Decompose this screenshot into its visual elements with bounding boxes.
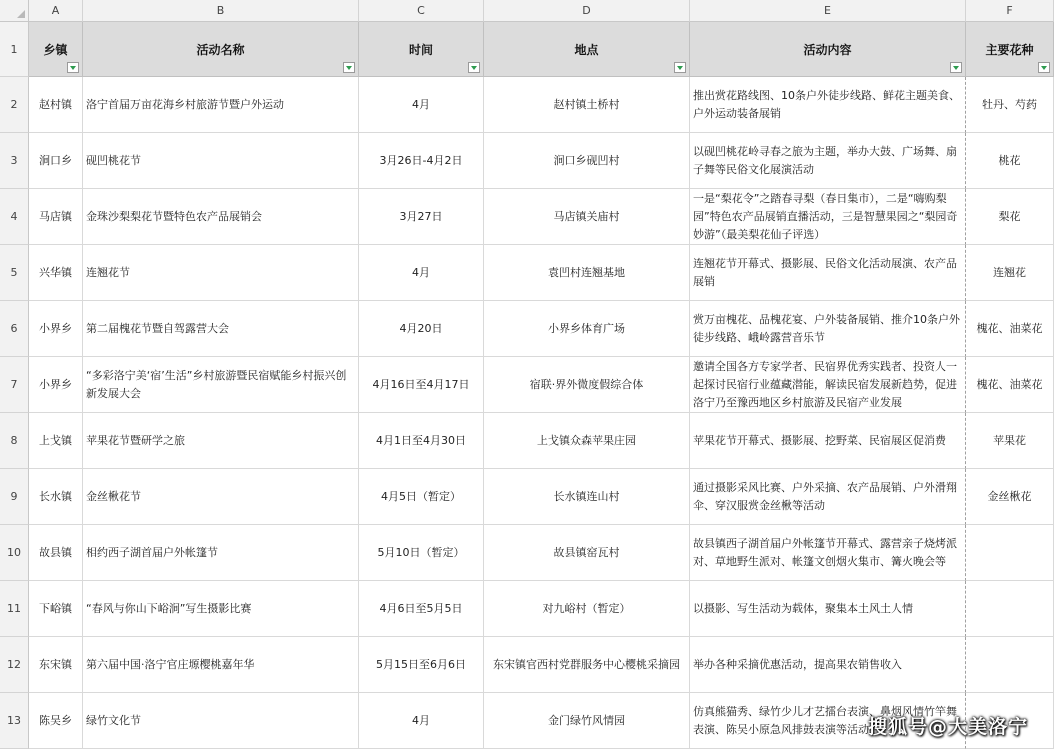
cell-text: 苹果花节暨研学之旅 <box>86 433 185 447</box>
cell-content[interactable] <box>690 133 966 189</box>
row-header-4[interactable]: 4 <box>0 189 29 245</box>
row-header-2[interactable]: 2 <box>0 77 29 133</box>
cell-text: 袁凹村连翘基地 <box>548 265 625 279</box>
cell-flower[interactable] <box>966 189 1054 245</box>
cell-text: 4月 <box>412 713 430 727</box>
cell-content[interactable] <box>690 189 966 245</box>
cell-content[interactable] <box>690 637 966 693</box>
row-header-5[interactable]: 5 <box>0 245 29 301</box>
cell-text: 槐花、油菜花 <box>976 377 1043 391</box>
cell-flower[interactable] <box>966 469 1054 525</box>
filter-arrow-icon <box>471 66 477 70</box>
cell-text: 以砚凹桃花岭寻春之旅为主题，举办大鼓、广场舞、扇子舞等民俗文化展演活动 <box>693 144 957 176</box>
cell-text: 东宋镇官西村党群服务中心樱桃采摘园 <box>493 657 680 671</box>
cell-text: 一是“梨花令”之踏春寻梨（春日集市），二是“嗨购梨园”特色农产品展销直播活动，三是智慧果园之“梨园奇妙游”（最美梨花仙子评选） <box>693 191 958 241</box>
cell-text: 赵村镇土桥村 <box>553 97 620 111</box>
cell-name[interactable] <box>83 693 359 749</box>
filter-arrow-icon <box>677 66 683 70</box>
cell-text: 3月26日-4月2日 <box>379 153 463 167</box>
cell-text: “多彩洛宁美‘宿’生活”乡村旅游暨民宿赋能乡村振兴创新发展大会 <box>86 368 347 400</box>
cell-name[interactable] <box>83 637 359 693</box>
cell-text: 仿真熊猫秀、绿竹少儿才艺擂台表演、鼻烟风情竹竿舞表演、陈吴小原急风排鼓表演等活动 <box>693 704 957 736</box>
cell-place[interactable] <box>484 581 690 637</box>
cell-town[interactable] <box>29 637 83 693</box>
cell-flower[interactable] <box>966 245 1054 301</box>
filter-arrow-icon <box>953 66 959 70</box>
watermark: 搜狐号@大美洛宁 <box>867 716 1028 738</box>
filter-dropdown-button[interactable] <box>468 62 480 73</box>
cell-time[interactable] <box>359 357 484 413</box>
cell-text: 连翘花节 <box>86 265 130 279</box>
cell-flower[interactable] <box>966 525 1054 581</box>
row-header-10[interactable]: 10 <box>0 525 29 581</box>
header-label: 活动名称 <box>196 42 245 57</box>
filter-arrow-icon <box>1041 66 1047 70</box>
cell-text: 上戈镇 <box>39 433 72 447</box>
cell-text: 小界乡 <box>39 321 72 335</box>
filter-dropdown-button[interactable] <box>950 62 962 73</box>
cell-text: 4月 <box>412 97 430 111</box>
filter-dropdown-button[interactable] <box>674 62 686 73</box>
cell-place[interactable] <box>484 469 690 525</box>
cell-flower[interactable] <box>966 357 1054 413</box>
column-header-c[interactable]: C <box>359 0 484 22</box>
cell-text: 4月5日（暂定） <box>381 489 461 503</box>
header-label: 时间 <box>408 42 433 57</box>
row-header-3[interactable]: 3 <box>0 133 29 189</box>
cell-flower[interactable] <box>966 133 1054 189</box>
cell-text: 小界乡体育广场 <box>548 321 625 335</box>
cell-text: 3月27日 <box>399 209 443 223</box>
row-header-9[interactable]: 9 <box>0 469 29 525</box>
header-label: 乡镇 <box>43 42 68 57</box>
cell-flower[interactable] <box>966 77 1054 133</box>
header-label: 主要花种 <box>985 42 1034 57</box>
cell-text: 举办各种采摘优惠活动，提高果农销售收入 <box>693 657 902 671</box>
filter-dropdown-button[interactable] <box>343 62 355 73</box>
cell-text: 赏万亩槐花、品槐花宴、户外装备展销、推介10条户外徒步线路、峨岭露营音乐节 <box>693 312 960 344</box>
cell-place[interactable] <box>484 77 690 133</box>
header-cell-town[interactable] <box>29 22 83 77</box>
cell-name[interactable] <box>83 189 359 245</box>
filter-arrow-icon <box>70 66 76 70</box>
cell-time[interactable] <box>359 301 484 357</box>
cell-text: 第二届槐花节暨自驾露营大会 <box>86 321 229 335</box>
cell-text: 金丝楸花 <box>987 489 1032 503</box>
header-label: 活动内容 <box>803 42 852 57</box>
row-header-6[interactable]: 6 <box>0 301 29 357</box>
cell-town[interactable] <box>29 133 83 189</box>
header-cell-name[interactable] <box>83 22 359 77</box>
column-header-d[interactable]: D <box>484 0 690 22</box>
cell-flower[interactable] <box>966 413 1054 469</box>
cell-text: 推出赏花路线图、10条户外徒步线路、鲜花主题美食、户外运动装备展销 <box>693 88 960 120</box>
cell-text: 涧口乡 <box>39 153 72 167</box>
cell-text: 故县镇西子湖首届户外帐篷节开幕式、露营亲子烧烤派对、草地野生派对、帐篷文创烟火集市、篝火晚会等 <box>693 536 957 568</box>
cell-text: 长水镇连山村 <box>553 489 620 503</box>
cell-text: 涧口乡砚凹村 <box>553 153 620 167</box>
cell-flower[interactable] <box>966 581 1054 637</box>
header-cell-flower[interactable] <box>966 22 1054 77</box>
cell-text: 梨花 <box>998 209 1021 223</box>
cell-town[interactable] <box>29 525 83 581</box>
cell-text: 金丝楸花节 <box>86 489 141 503</box>
cell-text: 4月1日至4月30日 <box>376 433 466 447</box>
cell-time[interactable] <box>359 637 484 693</box>
cell-town[interactable] <box>29 581 83 637</box>
cell-text: 通过摄影采风比赛、户外采摘、农产品展销、户外滑翔伞、穿汉服赏金丝楸等活动 <box>693 480 957 512</box>
cell-time[interactable] <box>359 693 484 749</box>
cell-time[interactable] <box>359 133 484 189</box>
cell-time[interactable] <box>359 77 484 133</box>
cell-town[interactable] <box>29 189 83 245</box>
cell-text: 对九峪村（暂定） <box>542 601 631 615</box>
cell-text: 陈吴乡 <box>39 713 72 727</box>
cell-text: 4月6日至5月5日 <box>379 601 463 615</box>
cell-text: 长水镇 <box>39 489 72 503</box>
filter-dropdown-button[interactable] <box>67 62 79 73</box>
cell-text: 宿联·界外微度假综合体 <box>529 377 644 391</box>
cell-name[interactable] <box>83 301 359 357</box>
row-header-1[interactable]: 1 <box>0 22 29 77</box>
cell-text: 金珠沙梨梨花节暨特色农产品展销会 <box>86 209 262 223</box>
cell-place[interactable] <box>484 637 690 693</box>
cell-text: 连翘花节开幕式、摄影展、民俗文化活动展演、农产品展销 <box>693 256 957 288</box>
filter-arrow-icon <box>346 66 352 70</box>
cell-content[interactable] <box>690 581 966 637</box>
cell-place[interactable] <box>484 693 690 749</box>
cell-town[interactable] <box>29 469 83 525</box>
row-header-7[interactable]: 7 <box>0 357 29 413</box>
cell-text: 4月 <box>412 265 430 279</box>
cell-name[interactable] <box>83 413 359 469</box>
row-header-13[interactable]: 13 <box>0 693 29 749</box>
cell-time[interactable] <box>359 581 484 637</box>
cell-time[interactable] <box>359 469 484 525</box>
cell-text: 苹果花节开幕式、摄影展、挖野菜、民宿展区促消费 <box>693 433 946 447</box>
cell-text: “春风与你山下峪涧”写生摄影比赛 <box>86 601 252 615</box>
cell-text: 邀请全国各方专家学者、民宿界优秀实践者、投资人一起探讨民宿行业蕴藏潜能，解读民宿发展新趋势，促进洛宁乃至豫西地区乡村旅游及民宿产业发展 <box>693 359 957 409</box>
cell-text: 牡丹、芍药 <box>982 97 1037 111</box>
column-header-a[interactable]: A <box>29 0 83 22</box>
cell-text: 小界乡 <box>39 377 72 391</box>
column-header-f[interactable]: F <box>966 0 1054 22</box>
cell-place[interactable] <box>484 189 690 245</box>
cell-content[interactable] <box>690 525 966 581</box>
cell-text: 以摄影、写生活动为载体，聚集本土风土人情 <box>693 601 913 615</box>
cell-time[interactable] <box>359 189 484 245</box>
cell-text: 连翘花 <box>993 265 1026 279</box>
cell-text: 绿竹文化节 <box>86 713 141 727</box>
cell-name[interactable] <box>83 469 359 525</box>
cell-name[interactable] <box>83 133 359 189</box>
filter-dropdown-button[interactable] <box>1038 62 1050 73</box>
column-header-e[interactable]: E <box>690 0 966 22</box>
cell-content[interactable] <box>690 301 966 357</box>
cell-text: 第六届中国·洛宁官庄塬樱桃嘉年华 <box>86 657 255 671</box>
cell-content[interactable] <box>690 245 966 301</box>
header-cell-time[interactable] <box>359 22 484 77</box>
select-all-corner[interactable] <box>0 0 29 22</box>
cell-place[interactable] <box>484 525 690 581</box>
cell-text: 槐花、油菜花 <box>976 321 1043 335</box>
cell-flower[interactable] <box>966 301 1054 357</box>
cell-name[interactable] <box>83 357 359 413</box>
cell-time[interactable] <box>359 245 484 301</box>
cell-text: 5月10日（暂定） <box>377 545 465 559</box>
cell-time[interactable] <box>359 413 484 469</box>
cell-content[interactable] <box>690 357 966 413</box>
cell-text: 苹果花 <box>993 433 1026 447</box>
cell-text: 赵村镇 <box>39 97 72 111</box>
cell-text: 金门绿竹风情园 <box>548 713 625 727</box>
column-header-b[interactable]: B <box>83 0 359 22</box>
row-header-12[interactable]: 12 <box>0 637 29 693</box>
cell-name[interactable] <box>83 581 359 637</box>
cell-place[interactable] <box>484 133 690 189</box>
cell-content[interactable] <box>690 77 966 133</box>
cell-text: 洛宁首届万亩花海乡村旅游节暨户外运动 <box>86 97 284 111</box>
cell-text: 4月20日 <box>399 321 443 335</box>
header-cell-content[interactable] <box>690 22 966 77</box>
cell-text: 东宋镇 <box>39 657 72 671</box>
cell-place[interactable] <box>484 301 690 357</box>
row-header-11[interactable]: 11 <box>0 581 29 637</box>
cell-name[interactable] <box>83 525 359 581</box>
cell-content[interactable] <box>690 469 966 525</box>
header-cell-place[interactable] <box>484 22 690 77</box>
cell-text: 故县镇窑瓦村 <box>553 545 620 559</box>
cell-text: 故县镇 <box>39 545 72 559</box>
cell-town[interactable] <box>29 77 83 133</box>
header-label: 地点 <box>574 42 599 57</box>
cell-place[interactable] <box>484 357 690 413</box>
cell-name[interactable] <box>83 77 359 133</box>
select-all-triangle <box>17 10 25 18</box>
cell-text: 相约西子湖首届户外帐篷节 <box>86 545 218 559</box>
cell-text: 桃花 <box>998 153 1021 167</box>
cell-content[interactable] <box>690 413 966 469</box>
cell-text: 砚凹桃花节 <box>86 153 141 167</box>
cell-text: 下峪镇 <box>39 601 72 615</box>
cell-flower[interactable] <box>966 637 1054 693</box>
cell-town[interactable] <box>29 245 83 301</box>
cell-place[interactable] <box>484 413 690 469</box>
cell-town[interactable] <box>29 693 83 749</box>
row-header-8[interactable]: 8 <box>0 413 29 469</box>
cell-time[interactable] <box>359 525 484 581</box>
cell-text: 马店镇关庙村 <box>553 209 620 223</box>
cell-town[interactable] <box>29 301 83 357</box>
cell-text: 马店镇 <box>39 209 72 223</box>
cell-text: 5月15日至6月6日 <box>376 657 466 671</box>
cell-text: 4月16日至4月17日 <box>372 377 470 391</box>
cell-town[interactable] <box>29 357 83 413</box>
cell-place[interactable] <box>484 245 690 301</box>
cell-text: 兴华镇 <box>39 265 72 279</box>
cell-town[interactable] <box>29 413 83 469</box>
cell-text: 上戈镇众森苹果庄园 <box>537 433 636 447</box>
cell-name[interactable] <box>83 245 359 301</box>
